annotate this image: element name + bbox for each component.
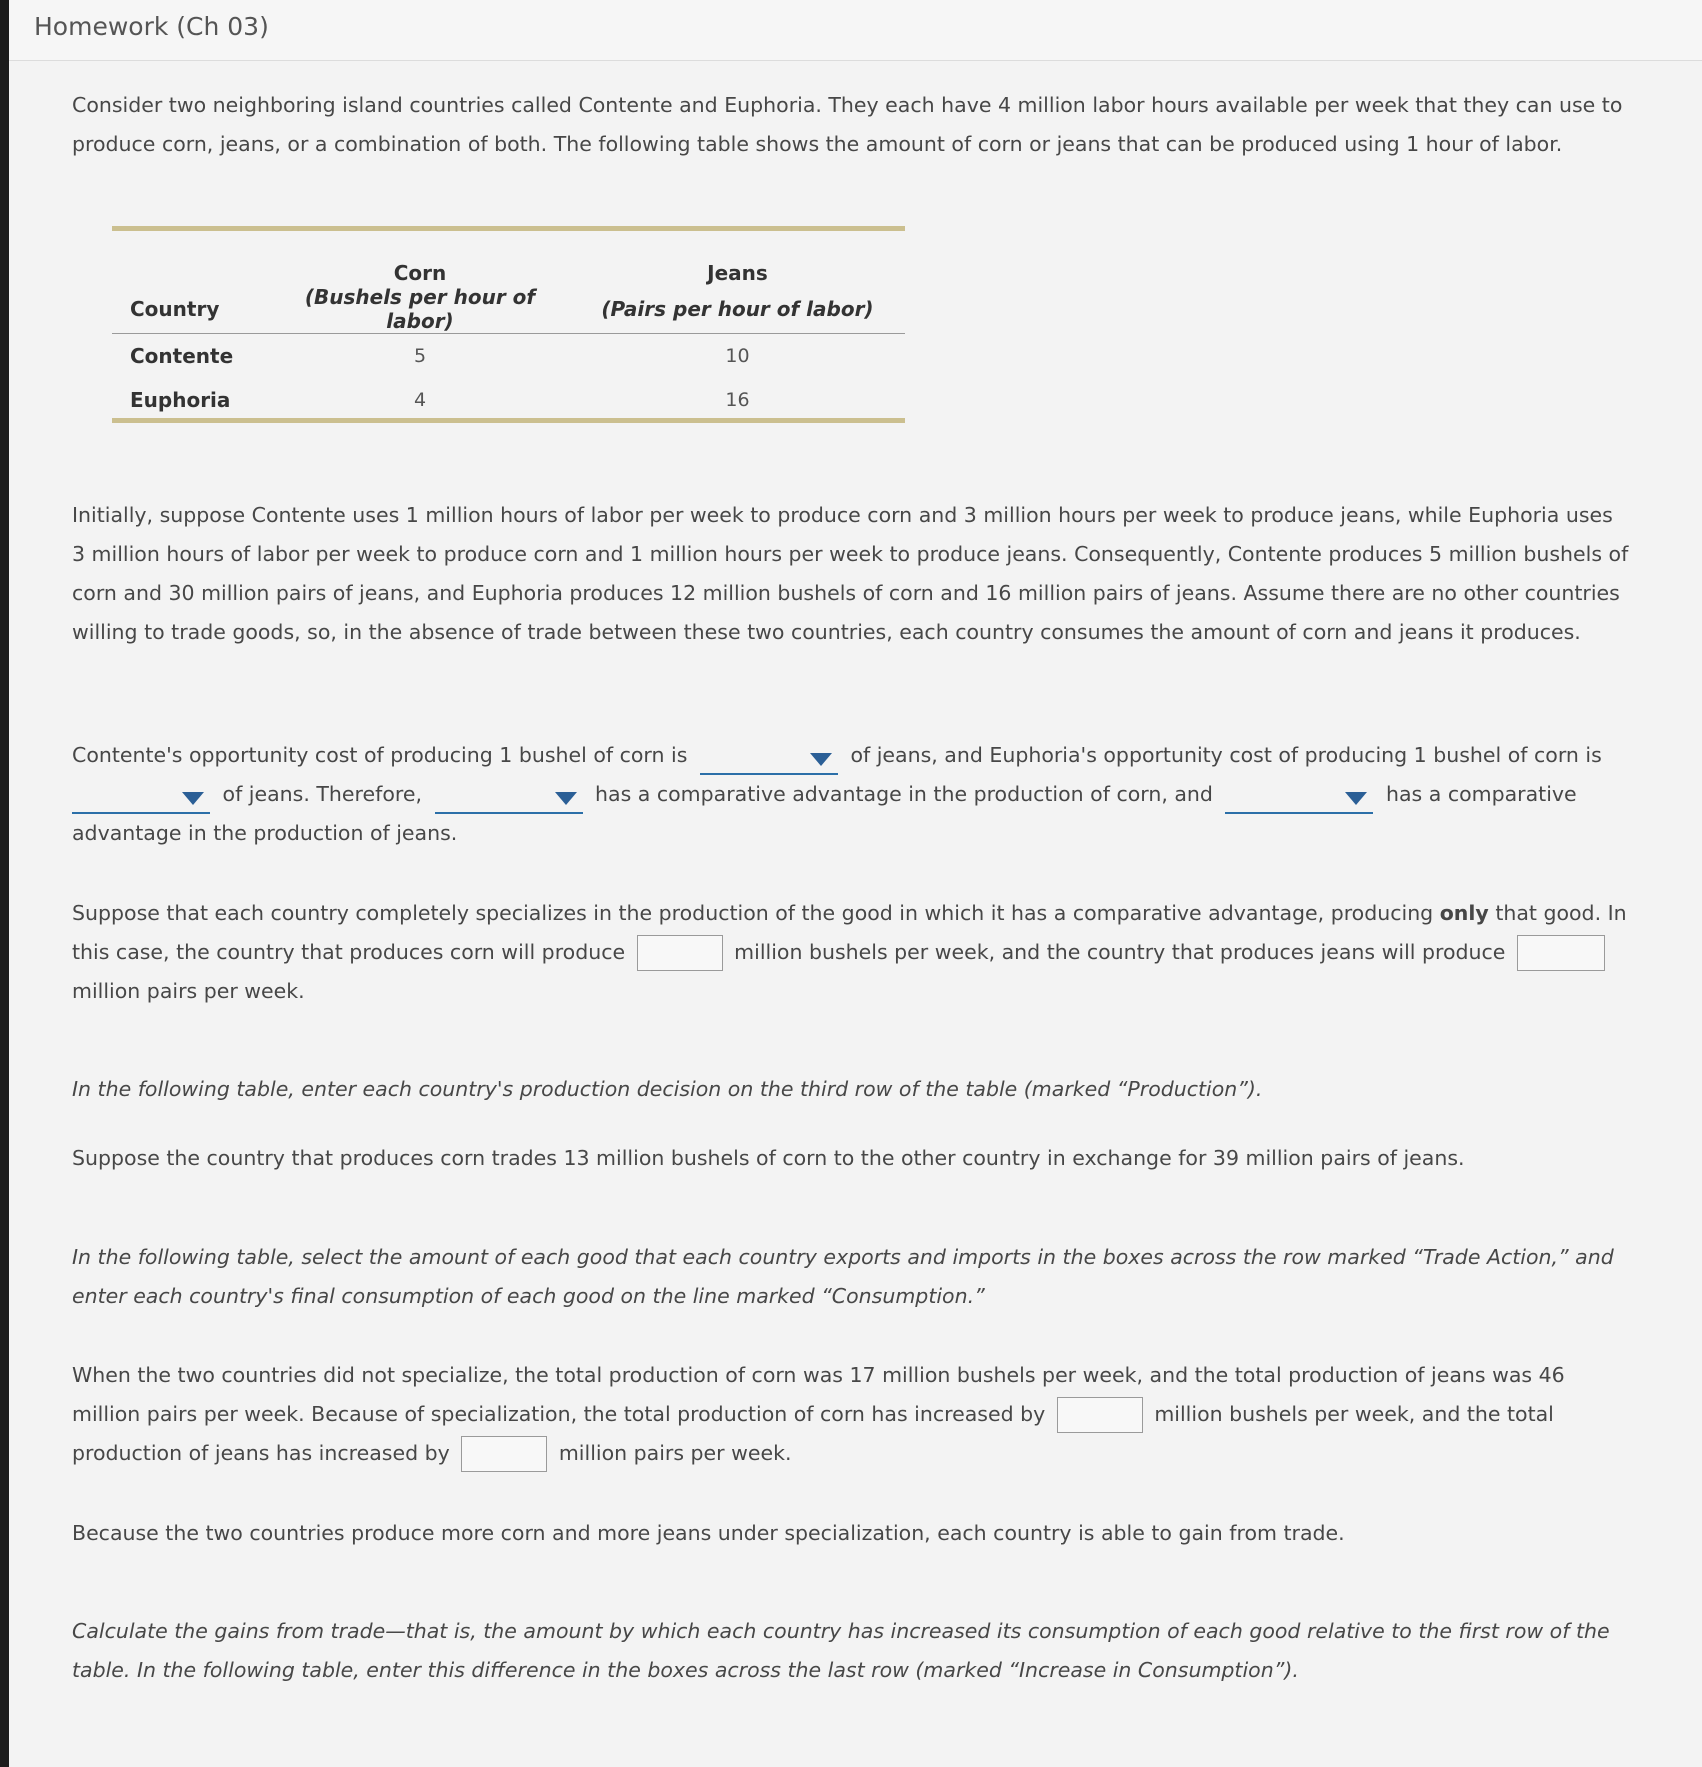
row-corn-value: 4: [413, 389, 427, 411]
row-country: Contente: [130, 344, 234, 368]
header-jeans-unit: (Pairs per hour of labor): [570, 285, 905, 334]
total-production-question: When the two countries did not specialize, the total production of corn was 17 million bushels per week, and the total production of jeans was 46 million pairs per week. Because of specialization, the total production of corn has increased by million bushels per week, and the total production of jeans has increased by million pairs per week.: [72, 1356, 1632, 1473]
row-jeans-value: 16: [725, 389, 750, 411]
corn-advantage-country-dropdown[interactable]: [435, 784, 583, 814]
page-title: Homework (Ch 03): [34, 12, 269, 41]
row-jeans-value: 10: [725, 345, 750, 367]
chevron-down-icon: [555, 792, 577, 805]
chevron-down-icon: [810, 753, 832, 766]
contente-opportunity-cost-dropdown[interactable]: [700, 745, 838, 775]
production-table-instruction: In the following table, enter each country's production decision on the third row of the table (marked “Production”).: [72, 1077, 1263, 1101]
table-row: [112, 378, 905, 422]
specialized-jeans-output-input[interactable]: [1517, 935, 1605, 971]
jeans-increase-input[interactable]: [461, 1436, 547, 1472]
table-bottom-rule: [112, 418, 905, 423]
initial-production-paragraph: Initially, suppose Contente uses 1 million hours of labor per week to produce corn and 3 million hours per week to produce jeans, while Euphoria uses 3 million hours of labor per week to produce corn and 1 million hours per week to produce jeans. Consequently, Contente produces 5 million bushels of corn and 30 million pairs of jeans, and Euphoria produces 12 million bushels of corn and 16 million pairs of jeans. Assume there are no other countries willing to trade goods, so, in the absence of trade between these two countries, each country consumes the amount of corn and jeans it produces.: [72, 503, 1629, 644]
chevron-down-icon: [182, 792, 204, 805]
euphoria-opportunity-cost-dropdown[interactable]: [72, 784, 210, 814]
specialization-question: Suppose that each country completely specializes in the production of the good in which it has a comparative advantage, producing only that good. In this case, the country that produces corn will produce million bushels per week, and the country that produces jeans will produce million pairs per week.: [72, 901, 1627, 1003]
row-country: Euphoria: [130, 388, 231, 412]
corn-increase-input[interactable]: [1057, 1397, 1143, 1433]
specialized-corn-output-input[interactable]: [637, 935, 723, 971]
opportunity-cost-question: Contente's opportunity cost of producing 1 bushel of corn is of jeans, and Euphoria's opportunity cost of producing 1 bushel of corn is of jeans. Therefore, has a comparative advantage in the production of corn, and has a comparative advantage in the production of jeans.: [72, 743, 1602, 845]
gains-paragraph: Because the two countries produce more corn and more jeans under specialization, each country is able to gain from trade.: [72, 1521, 1345, 1545]
labor-productivity-table: [112, 226, 905, 422]
header-country: Country: [112, 285, 270, 334]
gains-table-instruction: Calculate the gains from trade—that is, the amount by which each country has increased its consumption of each good relative to the first row of the table. In the following table, enter this difference in the boxes across the last row (marked “Increase in Consumption”).: [72, 1619, 1610, 1682]
jeans-advantage-country-dropdown[interactable]: [1225, 784, 1373, 814]
chevron-down-icon: [1345, 792, 1367, 805]
header-corn: Corn: [393, 261, 447, 285]
row-corn-value: 5: [413, 345, 427, 367]
table-row: [112, 334, 905, 379]
trade-table-instruction: In the following table, select the amount of each good that each country exports and imports in the boxes across the row marked “Trade Action,” and enter each country's final consumption of each good on the line marked “Consumption.”: [72, 1245, 1614, 1308]
header-corn-unit: (Bushels per hour of labor): [270, 285, 570, 334]
intro-paragraph: Consider two neighboring island countries called Contente and Euphoria. They each have 4 million labor hours available per week that they can use to produce corn, jeans, or a combination of both. The following table shows the amount of corn or jeans that can be produced using 1 hour of labor.: [72, 93, 1623, 156]
header-jeans: Jeans: [707, 261, 768, 285]
trade-paragraph: Suppose the country that produces corn trades 13 million bushels of corn to the other country in exchange for 39 million pairs of jeans.: [72, 1146, 1465, 1170]
